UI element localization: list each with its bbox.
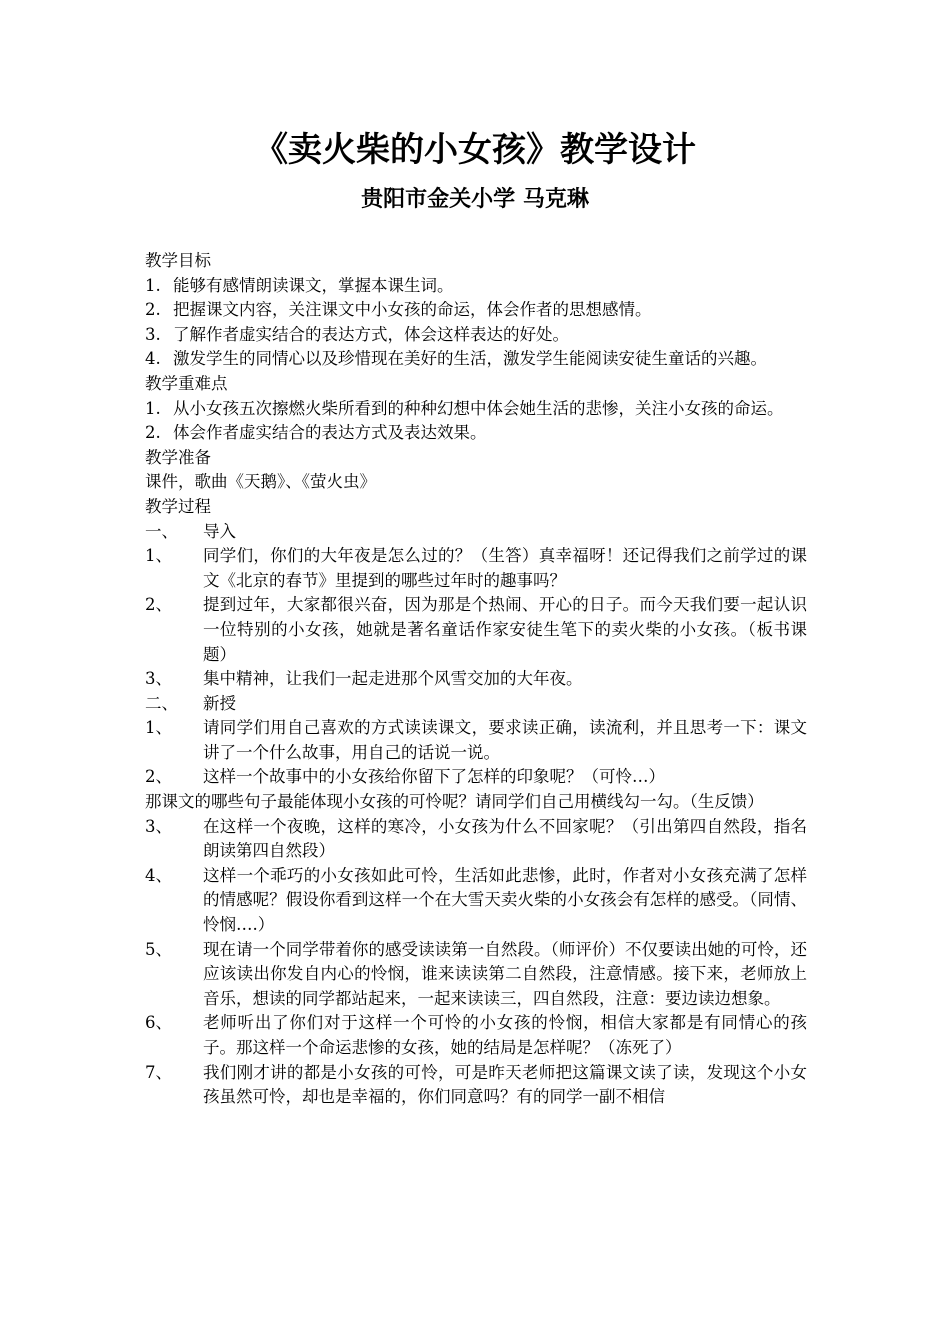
item-number: 1.: [145, 398, 161, 418]
goals-heading: 教学目标: [145, 251, 211, 270]
process-item: [145, 593, 807, 667]
item-number: 5、: [145, 939, 172, 959]
section-heading-new: [145, 692, 807, 717]
document-body: [145, 249, 807, 1110]
item-text: 从小女孩五次擦燃火柴所看到的种种幻想中体会她生活的悲惨，关注小女孩的命运。: [173, 398, 784, 418]
item-text: 体会作者虚实结合的表达方式及表达效果。: [173, 423, 487, 443]
goal-item: [145, 347, 807, 372]
difficulty-item: [145, 421, 807, 446]
item-number: 1.: [145, 275, 161, 295]
item-text: 了解作者虚实结合的表达方式，体会这样表达的好处。: [173, 324, 569, 344]
item-text: 集中精神，让我们一起走进那个风雪交加的大年夜。: [203, 669, 583, 689]
section-title: 导入: [203, 521, 236, 541]
section-number: 二、: [145, 693, 178, 713]
process-item: [145, 544, 807, 593]
process-item: [145, 1061, 807, 1110]
item-number: 3、: [145, 816, 172, 836]
item-text: 这样一个乖巧的小女孩如此可怜，生活如此悲惨，此时，作者对小女孩充满了怎样的情感呢？假设你看到这样一个在大雪天卖火柴的小女孩会有怎样的感受。（同情、怜悯….）: [203, 865, 807, 935]
item-text: 激发学生的同情心以及珍惜现在美好的生活，激发学生能阅读安徒生童话的兴趣。: [173, 349, 767, 369]
item-number: 7、: [145, 1062, 172, 1082]
item-number: 2.: [145, 300, 161, 320]
item-text: 请同学们用自己喜欢的方式读读课文，要求读正确，读流利，并且思考一下：课文讲了一个什么故事，用自己的话说一说。: [203, 718, 807, 762]
item-text: 我们刚才讲的都是小女孩的可怜，可是昨天老师把这篇课文读了读，发现这个小女孩虽然可怜，却也是幸福的，你们同意吗？有的同学一副不相信: [203, 1062, 807, 1107]
document-title: 《卖火柴的小女孩》教学设计: [254, 130, 696, 170]
goal-item: [145, 274, 807, 299]
process-item: [145, 765, 807, 790]
item-text: 能够有感情朗读课文，掌握本课生词。: [173, 275, 454, 295]
goal-item: [145, 323, 807, 348]
item-number: 2、: [145, 767, 172, 787]
section-title: 新授: [203, 693, 236, 713]
preparation-text: 课件，歌曲《天鹅》、《萤火虫》: [145, 472, 376, 492]
item-number: 6、: [145, 1013, 172, 1033]
item-text: 老师听出了你们对于这样一个可怜的小女孩的怜悯，相信大家都是有同情心的孩子。那这样一个命运悲惨的女孩，她的结局是怎样呢？（冻死了）: [203, 1013, 807, 1057]
item-number: 1、: [145, 546, 172, 566]
item-text: 把握课文内容，关注课文中小女孩的命运，体会作者的思想感情。: [173, 300, 652, 320]
process-item: [145, 815, 807, 864]
item-number: 1、: [145, 718, 172, 738]
item-text: 提到过年，大家都很兴奋，因为那是个热闹、开心的日子。而今天我们要一起认识一位特别的小女孩，她就是著名童话作家安徒生笔下的卖火柴的小女孩。（板书课题）: [203, 595, 807, 664]
item-number: 4.: [145, 349, 161, 369]
item-number: 4、: [145, 865, 172, 885]
item-number: 3.: [145, 324, 161, 344]
process-note: 那课文的哪些句子最能体现小女孩的可怜呢？请同学们自己用横线勾一勾。（生反馈）: [145, 792, 764, 812]
item-number: 2.: [145, 423, 161, 443]
goal-item: [145, 298, 807, 323]
process-heading: 教学过程: [145, 496, 211, 516]
item-number: 3、: [145, 669, 172, 689]
difficulty-item: [145, 397, 807, 422]
process-item: [145, 938, 807, 1012]
difficulties-heading: 教学重难点: [145, 373, 228, 393]
process-item: [145, 864, 807, 938]
preparation-heading: 教学准备: [145, 447, 211, 467]
item-number: 2、: [145, 595, 172, 615]
item-text: 现在请一个同学带着你的感受读读第一自然段。（师评价）不仅要读出她的可怜，还应该读出你发自内心的怜悯，谁来读读第二自然段，注意情感。接下来，老师放上音乐，想读的同学都站起来，一起来读读三，四自然段，注意：要边读边想象。: [203, 939, 807, 1008]
item-text: 这样一个故事中的小女孩给你留下了怎样的印象呢？（可怜…）: [203, 767, 665, 787]
section-number: 一、: [145, 521, 178, 541]
process-item: [145, 716, 807, 765]
document-author: 贵阳市金关小学 马克琳: [361, 186, 589, 212]
process-item: [145, 1011, 807, 1060]
item-text: 在这样一个夜晚，这样的寒冷，小女孩为什么不回家呢？（引出第四自然段，指名朗读第四自然段）: [203, 816, 807, 861]
process-item: [145, 667, 807, 692]
item-text: 同学们，你们的大年夜是怎么过的？（生答）真幸福呀！还记得我们之前学过的课文《北京的春节》里提到的哪些过年时的趣事吗？: [203, 546, 807, 590]
section-heading-intro: [145, 520, 807, 545]
